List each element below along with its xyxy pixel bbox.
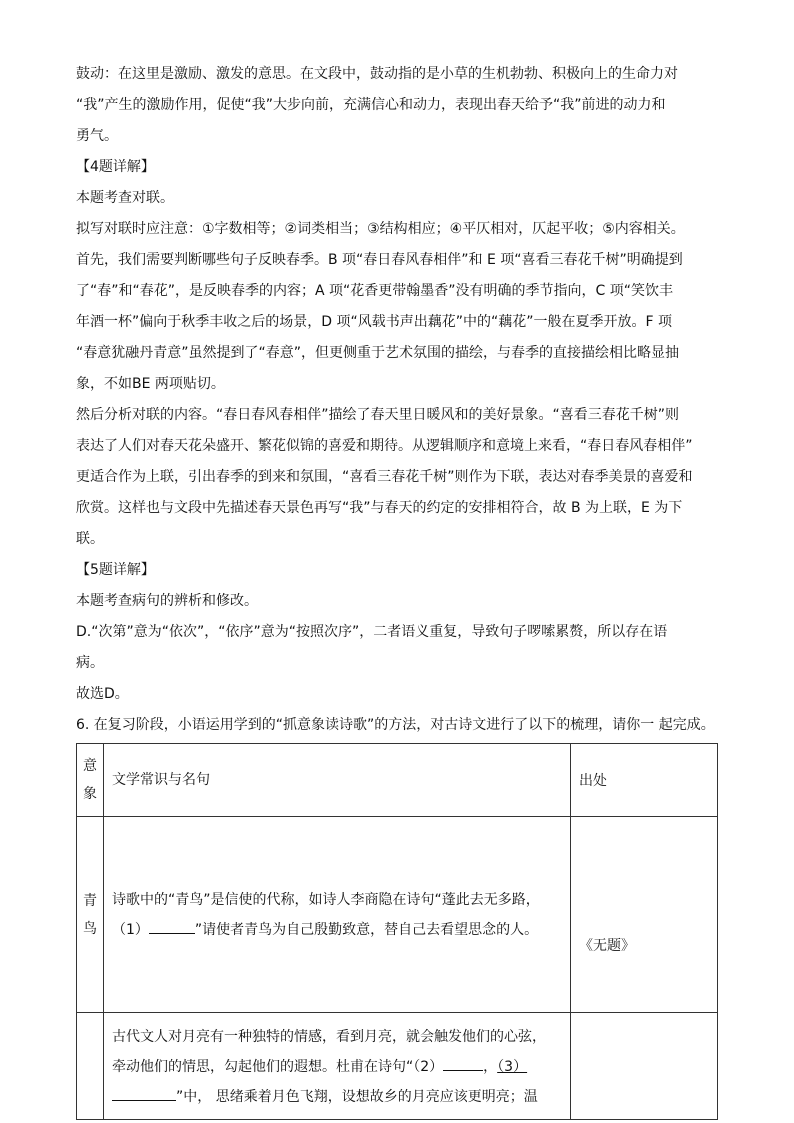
blank-3-label: （3） [497,1059,528,1075]
paragraph-line: 病。 [76,655,104,671]
paragraph-line: 故选D。 [76,686,129,702]
paragraph-line: D.“次第”意为“依次”，“依序”意为“按照次序”，二者语义重复，导致句子啰嗦累赘，所以存在语 [76,624,668,640]
paragraph-line: 本题考查病句的辨析和修改。 [76,593,258,609]
knowledge-moon-cell [104,1013,571,1120]
paragraph-line: 了“春”和“春花”，是反映春季的内容；A 项“花香更带翰墨香”没有明确的季节指向，C 项“笑饮丰 [76,283,674,299]
source-moon-cell [571,1013,718,1120]
knowledge-text-line-2: ”请使者青鸟为自己殷勤致意，替自己去看望思念的人。 [194,921,539,938]
source-wuti-cell: 《无题》 [571,817,718,1013]
header-source-cell: 出处 [571,744,718,817]
paragraph-line: 【4题详解】 [76,159,155,175]
paragraph-line: 勇气。 [76,128,118,144]
paragraph-line: 年酒一杯”偏向于秋季丰收之后的场景，D 项“风载书声出藕花”中的“藕花”一般在夏季开放。F 项 [76,314,672,330]
paragraph-line: 然后分析对联的内容。“春日春风春相伴”描绘了春天里日暖风和的美好景象。“喜看三春花千树”则 [76,407,680,423]
paragraph-line: 【5题详解】 [76,562,155,578]
paragraph-line: 鼓动：在这里是激励、激发的意思。在文段中，鼓动指的是小草的生机勃勃、积极向上的生命力对 [76,66,678,82]
paragraph-line: 更适合作为上联，引出春季的到来和氛围，“喜看三春花千树”则作为下联，表达对春季美景的喜爱和 [76,469,693,485]
imagery-char-1: 青 [83,892,97,909]
paragraph-line: 表达了人们对春天花朵盛开、繁花似锦的喜爱和期待。从逻辑顺序和意境上来看，“春日春风春相伴” [76,438,693,454]
moon-text-line-2: 牵动他们的情思，勾起他们的遐想。杜甫在诗句“（2） [112,1059,444,1075]
header-imagery-char-1: 意 [83,758,97,774]
knowledge-qingniao-cell [104,817,571,1013]
header-imagery-cell [77,744,104,817]
imagery-qingniao-cell [77,817,104,1013]
paragraph-line: “我”产生的激励作用，促使“我”大步向前，充满信心和动力，表现出春天给予“我”前进的动力和 [76,97,666,113]
knowledge-text-line-1: 诗歌中的“青鸟”是信使的代称，如诗人李商隐在诗句“蓬此去无多路， [112,891,540,908]
imagery-review-table [76,743,718,1120]
table-header-row [77,744,718,817]
paragraph-line: 象，不如BE 两项贴切。 [76,376,225,392]
paragraph-line: 联。 [76,531,104,547]
answer-blank-1[interactable] [149,919,195,934]
paragraph-line: “春意犹融丹青意”虽然提到了“春意”，但更侧重于艺术氛围的描绘，与春季的直接描绘相比略显抽 [76,345,680,361]
imagery-moon-cell [77,1013,104,1120]
blank-1-label: （1） [112,921,149,938]
table-row [77,1013,718,1120]
paragraph-line: 首先，我们需要判断哪些句子反映春季。B 项“春日春风春相伴”和 E 项“喜看三春花千树”明确提到 [76,252,683,268]
table-row [77,817,718,1013]
paragraph-line: 本题考查对联。 [76,190,174,206]
answer-blank-2[interactable] [443,1056,483,1071]
moon-text-line-1: 古代文人对月亮有一种独特的情感，看到月亮，就会触发他们的心弦， [112,1029,546,1045]
paragraph-line: 拟写对联时应注意：①字数相等；②词类相当；③结构相应；④平仄相对，仄起平收；⑤内容相关。 [76,221,685,237]
header-knowledge-cell: 文学常识与名句 [104,744,571,817]
answer-blank-3[interactable] [112,1086,176,1101]
imagery-char-2: 鸟 [83,920,97,937]
paragraph-line: 欣赏。这样也与文段中先描述春天景色再写“我”与春天的约定的安排相符合，故 B 为上联，E 为下 [76,500,683,516]
moon-comma: ， [483,1059,498,1075]
header-imagery-char-2: 象 [83,786,97,802]
moon-text-line-3: ”中， 思绪乘着月色飞翔，设想故乡的月亮应该更明亮；温 [176,1089,538,1105]
paragraph-line: 6. 在复习阶段，小语运用学到的“抓意象读诗歌”的方法，对古诗文进行了以下的梳理，请你一 起完成。 [76,717,715,733]
